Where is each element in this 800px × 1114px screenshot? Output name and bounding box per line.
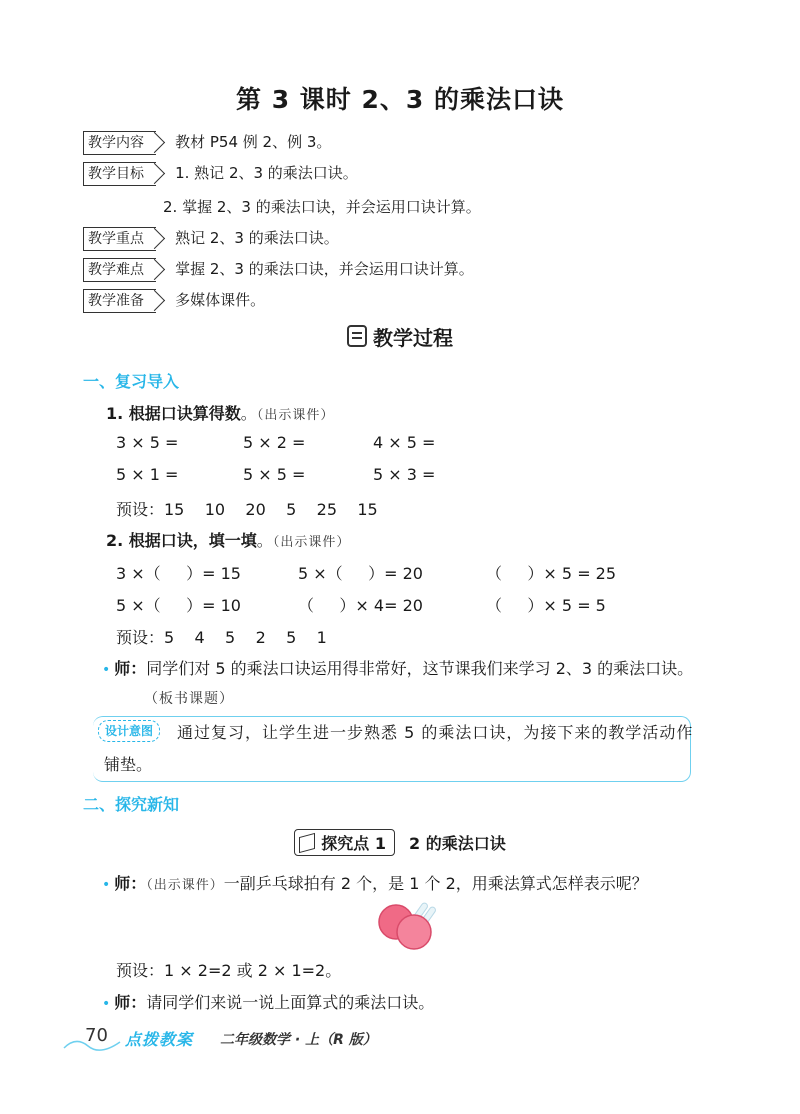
bullet-dot-icon: • bbox=[102, 877, 111, 893]
process-title: 教学过程 bbox=[0, 322, 800, 351]
equation: 5 ×（ ）= 10 bbox=[116, 596, 241, 615]
brand-logo: 点拨教案 bbox=[125, 1030, 194, 1049]
book-icon bbox=[347, 325, 367, 347]
equation: （ ）× 5 = 25 bbox=[486, 564, 617, 583]
question-2: 2. 根据口诀，填一填。（出示课件） bbox=[106, 531, 351, 550]
explore-point-heading: 探究点 1 2 的乘法口诀 bbox=[0, 829, 800, 856]
preset-answers: 预设：1 × 2=2 或 2 × 1=2。 bbox=[116, 961, 342, 980]
preset-answers: 预设：5 4 5 2 5 1 bbox=[116, 628, 327, 647]
teacher-line: • 师：请同学们来说一说上面算式的乘法口诀。 bbox=[102, 993, 435, 1012]
design-intent-text: 通过复习，让学生进一步熟悉 5 的乘法口诀，为接下来的教学活动作 bbox=[177, 723, 694, 742]
info-text: 2. 掌握 2、3 的乘法口诀，并会运用口诀计算。 bbox=[163, 198, 481, 216]
info-tag: 教学目标 bbox=[83, 162, 156, 186]
bullet-dot-icon: • bbox=[102, 662, 111, 678]
info-text: 熟记 2、3 的乘法口诀。 bbox=[175, 229, 339, 247]
ping-pong-paddles-image bbox=[372, 898, 442, 954]
bullet-dot-icon: • bbox=[102, 996, 111, 1012]
info-row-goals bbox=[83, 162, 358, 186]
teacher-line: • 师：同学们对 5 的乘法口诀运用得非常好，这节课我们来学习 2、3 的乘法口诀。 bbox=[102, 659, 694, 678]
info-text: 多媒体课件。 bbox=[175, 291, 266, 309]
equation: 5 × 1 = bbox=[116, 465, 179, 484]
page-title: 第 3 课时 2、3 的乘法口诀 bbox=[235, 85, 564, 114]
preset-answers: 预设：15 10 20 5 25 15 bbox=[116, 500, 378, 519]
section-heading: 一、复习导入 bbox=[83, 372, 180, 391]
equation: 3 ×（ ）= 15 bbox=[116, 564, 241, 583]
page-number: 70 bbox=[85, 1025, 108, 1046]
info-row-content bbox=[83, 131, 331, 155]
teacher-line: • 师：（出示课件）一副乒乓球拍有 2 个，是 1 个 2，用乘法算式怎样表示呢？ bbox=[102, 874, 648, 893]
design-intent-text: 铺垫。 bbox=[104, 755, 153, 774]
info-tag: 教学难点 bbox=[83, 258, 156, 282]
info-tag: 教学内容 bbox=[83, 131, 156, 155]
equation: 5 × 3 = bbox=[373, 465, 436, 484]
book-title: 二年级数学 · 上（R 版） bbox=[220, 1032, 377, 1048]
info-row-prep bbox=[83, 289, 265, 313]
info-text: 掌握 2、3 的乘法口诀，并会运用口诀计算。 bbox=[175, 260, 474, 278]
equation: （ ）× 5 = 5 bbox=[486, 596, 606, 615]
info-tag: 教学重点 bbox=[83, 227, 156, 251]
section-heading: 二、探究新知 bbox=[83, 795, 180, 814]
info-row-key bbox=[83, 227, 339, 251]
cube-icon bbox=[299, 833, 315, 853]
board-note: （板书课题） bbox=[144, 691, 234, 707]
equation: 5 × 2 = bbox=[243, 433, 306, 452]
explore-tag: 探究点 1 bbox=[294, 829, 395, 856]
info-row-difficulty bbox=[83, 258, 474, 282]
info-text: 教材 P54 例 2、例 3。 bbox=[175, 133, 332, 151]
info-text: 1. 熟记 2、3 的乘法口诀。 bbox=[175, 164, 358, 182]
equation: 3 × 5 = bbox=[116, 433, 179, 452]
equation: 5 × 5 = bbox=[243, 465, 306, 484]
design-intent-badge: 设计意图 bbox=[98, 720, 160, 742]
question-1: 1. 根据口诀算得数。（出示课件） bbox=[106, 404, 335, 423]
equation: （ ）× 4= 20 bbox=[298, 596, 423, 615]
equation: 5 ×（ ）= 20 bbox=[298, 564, 423, 583]
info-tag: 教学准备 bbox=[83, 289, 156, 313]
equation: 4 × 5 = bbox=[373, 433, 436, 452]
